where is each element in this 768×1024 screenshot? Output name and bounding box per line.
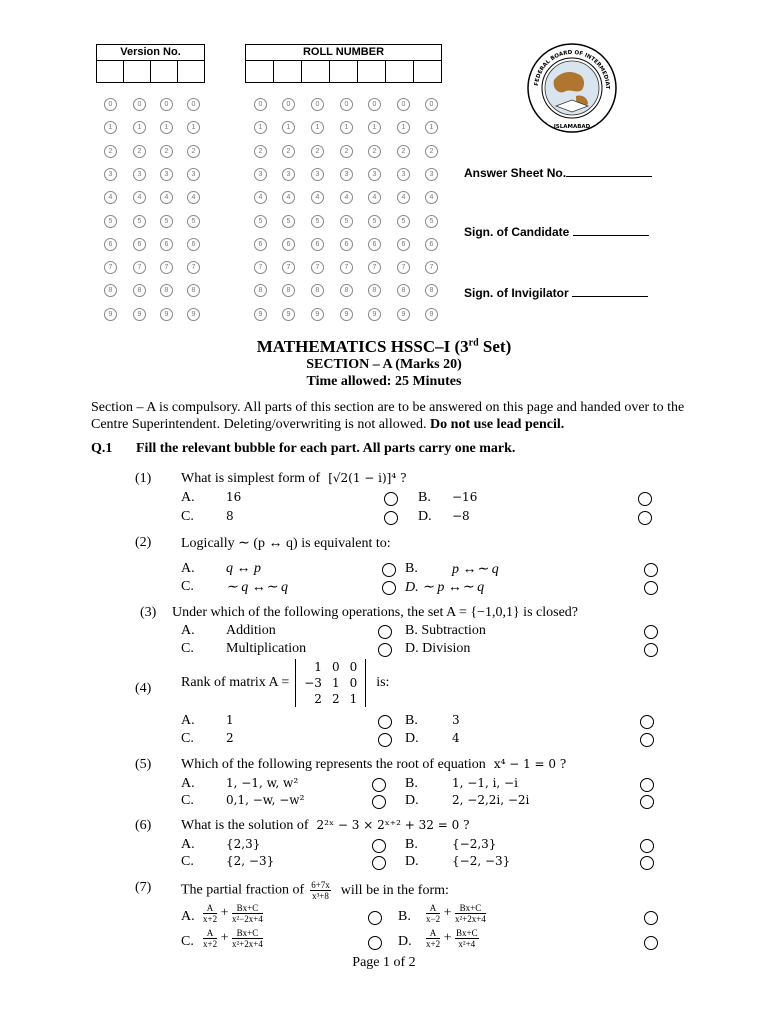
version-digit-bubble[interactable]: 6 — [187, 238, 200, 251]
answer-bubble-left[interactable] — [384, 511, 398, 525]
option-letter: C. — [181, 579, 194, 594]
question-part-number: (4) — [135, 681, 152, 696]
version-digit-bubble[interactable]: 9 — [160, 308, 173, 321]
answer-bubble-left[interactable] — [382, 563, 396, 577]
question-part-number: (2) — [135, 535, 152, 550]
version-digit-bubble[interactable]: 5 — [187, 215, 200, 228]
roll-digit-bubble[interactable]: 6 — [397, 238, 410, 251]
roll-digit-bubble[interactable]: 9 — [254, 308, 267, 321]
roll-digit-bubble[interactable]: 7 — [311, 261, 324, 274]
version-digit-bubble[interactable]: 2 — [160, 145, 173, 158]
option-value: {2,3} — [226, 837, 261, 851]
roll-digit-bubble[interactable]: 5 — [282, 215, 295, 228]
roll-digit-bubble[interactable]: 2 — [397, 145, 410, 158]
option-letter: B. — [405, 837, 418, 852]
version-digit-bubble[interactable]: 3 — [187, 168, 200, 181]
option-value: ∼ q ↔∼ q — [226, 580, 288, 595]
question-text: What is simplest form of [√2(1 − i)]⁴ ? — [181, 471, 407, 486]
roll-digit-bubble[interactable]: 1 — [340, 121, 353, 134]
version-digit-bubble[interactable]: 7 — [160, 261, 173, 274]
roll-digit-bubble[interactable]: 4 — [282, 191, 295, 204]
roll-digit-bubble[interactable]: 3 — [425, 168, 438, 181]
svg-text:ISLAMABAD: ISLAMABAD — [553, 124, 591, 130]
roll-digit-bubble[interactable]: 9 — [368, 308, 381, 321]
option-letter: B. — [398, 909, 411, 924]
roll-digit-bubble[interactable]: 5 — [397, 215, 410, 228]
answer-bubble-right[interactable] — [644, 581, 658, 595]
answer-bubble-left[interactable] — [372, 795, 386, 809]
roll-digit-bubble[interactable]: 8 — [282, 284, 295, 297]
roll-digit-bubble[interactable]: 7 — [397, 261, 410, 274]
roll-digit-bubble[interactable]: 9 — [311, 308, 324, 321]
roll-digit-bubble[interactable]: 8 — [340, 284, 353, 297]
answer-bubble-right[interactable] — [640, 778, 654, 792]
option-letter: D. — [405, 731, 419, 746]
roll-digit-bubble[interactable]: 1 — [254, 121, 267, 134]
option-value: 1, −1, w, w² — [226, 776, 299, 790]
option-value: 1 — [226, 713, 234, 727]
version-digit-bubble[interactable]: 4 — [104, 191, 117, 204]
option-letter: D. — [398, 934, 412, 949]
answer-sheet-no: Answer Sheet No. — [464, 164, 652, 180]
option-value: 0,1, −w, −w² — [226, 793, 305, 807]
answer-bubble-right[interactable] — [638, 511, 652, 525]
roll-digit-bubble[interactable]: 0 — [254, 98, 267, 111]
roll-digit-bubble[interactable]: 2 — [254, 145, 267, 158]
version-digit-bubble[interactable]: 4 — [133, 191, 146, 204]
version-digit-bubble[interactable]: 4 — [187, 191, 200, 204]
roll-digit-bubble[interactable]: 0 — [397, 98, 410, 111]
roll-digit-bubble[interactable]: 5 — [254, 215, 267, 228]
option-value: B. Subtraction — [405, 623, 486, 638]
sign-invigilator: Sign. of Invigilator — [464, 284, 648, 300]
version-digit-bubble[interactable]: 4 — [160, 191, 173, 204]
option-value: $\frac{A}{x+2}$ + $\frac{Bx+C}{\text{x²+4}}$ — [426, 928, 478, 949]
roll-digit-bubble[interactable]: 3 — [254, 168, 267, 181]
version-digit-bubble[interactable]: 5 — [160, 215, 173, 228]
answer-bubble-left[interactable] — [378, 625, 392, 639]
roll-digit-bubble[interactable]: 4 — [311, 191, 324, 204]
roll-digit-bubble[interactable]: 3 — [311, 168, 324, 181]
version-digit-bubble[interactable]: 0 — [104, 98, 117, 111]
roll-digit-bubble[interactable]: 2 — [368, 145, 381, 158]
version-digit-bubble[interactable]: 2 — [104, 145, 117, 158]
version-digit-bubble[interactable]: 8 — [133, 284, 146, 297]
question-text: Rank of matrix A = 1 0 0 −3 1 0 2 2 1 is: — [181, 660, 390, 706]
roll-digit-bubble[interactable]: 2 — [282, 145, 295, 158]
option-value: {−2, −3} — [452, 854, 511, 868]
answer-bubble-right[interactable] — [644, 936, 658, 950]
answer-bubble-right[interactable] — [640, 795, 654, 809]
option-value: Addition — [226, 623, 276, 638]
option-value: 2, −2,2i, −2i — [452, 793, 530, 807]
roll-digit-bubble[interactable]: 6 — [425, 238, 438, 251]
roll-digit-bubble[interactable]: 1 — [311, 121, 324, 134]
option-value: 8 — [226, 509, 234, 523]
version-digit-bubble[interactable]: 5 — [133, 215, 146, 228]
option-letter: C. — [181, 934, 194, 949]
roll-digit-bubble[interactable]: 2 — [340, 145, 353, 158]
version-digit-bubble[interactable]: 0 — [187, 98, 200, 111]
option-value: $\frac{A}{x-2}$ + $\frac{Bx+C}{\text{x²+2x+4}}$ — [426, 903, 486, 924]
answer-bubble-left[interactable] — [368, 911, 382, 925]
version-digit-bubble[interactable]: 8 — [160, 284, 173, 297]
roll-digit-bubble[interactable]: 6 — [340, 238, 353, 251]
roll-digit-bubble[interactable]: 6 — [254, 238, 267, 251]
instructions: Section – A is compulsory. All parts of this section are to be answered on this page and handed over to the Centre Superintendent. Deleting/overwriting is not allowed. Do not use lead pencil. — [91, 400, 685, 432]
option-value: 3 — [452, 713, 460, 727]
option-value: 4 — [452, 731, 460, 745]
option-value: −8 — [452, 509, 470, 523]
roll-digit-bubble[interactable]: 6 — [368, 238, 381, 251]
roll-digit-bubble[interactable]: 5 — [311, 215, 324, 228]
roll-digit-bubble[interactable]: 0 — [282, 98, 295, 111]
option-value: D. ∼ p ↔∼ q — [405, 580, 485, 595]
option-value: $\frac{A}{x+2}$ + $\frac{Bx+C}{\text{x²−2x+4}}$ — [203, 903, 263, 924]
version-digit-bubble[interactable]: 5 — [104, 215, 117, 228]
option-letter: D. — [418, 509, 432, 524]
time-allowed: Time allowed: 25 Minutes — [306, 374, 462, 389]
answer-bubble-right[interactable] — [640, 715, 654, 729]
version-digit-bubble[interactable]: 6 — [160, 238, 173, 251]
roll-digit-bubble[interactable]: 4 — [368, 191, 381, 204]
answer-bubble-left[interactable] — [378, 715, 392, 729]
answer-bubble-left[interactable] — [372, 856, 386, 870]
roll-digit-bubble[interactable]: 3 — [368, 168, 381, 181]
question-text: Under which of the following operations, the set A = {−1,0,1} is closed? — [172, 605, 578, 620]
roll-digit-bubble[interactable]: 1 — [282, 121, 295, 134]
option-letter: A. — [181, 561, 195, 576]
roll-digit-bubble[interactable]: 7 — [254, 261, 267, 274]
roll-digit-bubble[interactable]: 8 — [368, 284, 381, 297]
version-digit-bubble[interactable]: 6 — [104, 238, 117, 251]
answer-bubble-right[interactable] — [644, 563, 658, 577]
question-text: Which of the following represents the root of equation x⁴ − 1 = 0 ? — [181, 757, 567, 772]
roll-digit-bubble[interactable]: 8 — [311, 284, 324, 297]
version-digit-bubble[interactable]: 8 — [104, 284, 117, 297]
option-letter: C. — [181, 793, 194, 808]
question-part-number: (3) — [140, 605, 157, 620]
question-instruction: Fill the relevant bubble for each part. All parts carry one mark. — [136, 441, 516, 456]
roll-digit-bubble[interactable]: 5 — [340, 215, 353, 228]
answer-bubble-right[interactable] — [644, 911, 658, 925]
option-value: 16 — [226, 490, 242, 504]
version-digit-bubble[interactable]: 9 — [187, 308, 200, 321]
version-digit-bubble[interactable]: 3 — [133, 168, 146, 181]
roll-digit-bubble[interactable]: 0 — [340, 98, 353, 111]
roll-digit-bubble[interactable]: 4 — [340, 191, 353, 204]
option-letter: B. — [405, 713, 418, 728]
answer-bubble-left[interactable] — [378, 733, 392, 747]
option-letter: C. — [181, 641, 194, 656]
option-letter: A. — [181, 909, 195, 924]
answer-bubble-left[interactable] — [372, 839, 386, 853]
version-digit-bubble[interactable]: 9 — [133, 308, 146, 321]
roll-digit-bubble[interactable]: 7 — [282, 261, 295, 274]
roll-digit-bubble[interactable]: 9 — [425, 308, 438, 321]
question-part-number: (1) — [135, 471, 152, 486]
board-logo — [526, 42, 618, 134]
version-digit-bubble[interactable]: 1 — [104, 121, 117, 134]
answer-bubble-left[interactable] — [384, 492, 398, 506]
roll-digit-bubble[interactable]: 7 — [425, 261, 438, 274]
roll-digit-bubble[interactable]: 4 — [254, 191, 267, 204]
option-value: 1, −1, i, −i — [452, 776, 518, 790]
roll-digit-bubble[interactable]: 8 — [254, 284, 267, 297]
section-heading: SECTION – A (Marks 20) — [306, 357, 462, 372]
answer-bubble-right[interactable] — [644, 625, 658, 639]
roll-digit-bubble[interactable]: 6 — [282, 238, 295, 251]
roll-number-box — [245, 44, 442, 83]
question-part-number: (7) — [135, 880, 152, 895]
question-part-number: (5) — [135, 757, 152, 772]
roll-digit-bubble[interactable]: 0 — [425, 98, 438, 111]
answer-bubble-right[interactable] — [644, 643, 658, 657]
roll-digit-bubble[interactable]: 9 — [397, 308, 410, 321]
option-letter: C. — [181, 854, 194, 869]
roll-digit-bubble[interactable]: 1 — [425, 121, 438, 134]
option-value: Multiplication — [226, 641, 307, 656]
answer-bubble-right[interactable] — [640, 856, 654, 870]
version-digit-bubble[interactable]: 1 — [160, 121, 173, 134]
question-text: Logically ∼ (p ↔ q) is equivalent to: — [181, 536, 391, 551]
version-digit-bubble[interactable]: 2 — [187, 145, 200, 158]
roll-digit-bubble[interactable]: 8 — [425, 284, 438, 297]
roll-digit-bubble[interactable]: 1 — [397, 121, 410, 134]
version-digit-bubble[interactable]: 7 — [187, 261, 200, 274]
question-text: The partial fraction of $\frac{6+7x}{\text{x³+8}}$ will be in the form: — [181, 880, 449, 901]
option-letter: A. — [181, 713, 195, 728]
version-label: Version No. — [96, 44, 205, 61]
page-footer: Page 1 of 2 — [352, 955, 416, 970]
roll-digit-bubble[interactable]: 8 — [397, 284, 410, 297]
answer-bubble-left[interactable] — [372, 778, 386, 792]
roll-digit-bubble[interactable]: 5 — [368, 215, 381, 228]
question-text: What is the solution of 2²ˣ − 3 × 2ˣ⁺² + 32 = 0 ? — [181, 818, 470, 833]
option-letter: A. — [181, 623, 195, 638]
version-box — [96, 44, 205, 83]
version-digit-bubble[interactable]: 3 — [160, 168, 173, 181]
option-letter: B. — [418, 490, 431, 505]
version-digit-bubble[interactable]: 7 — [133, 261, 146, 274]
version-digit-bubble[interactable]: 3 — [104, 168, 117, 181]
version-digit-bubble[interactable]: 8 — [187, 284, 200, 297]
version-digit-bubble[interactable]: 0 — [133, 98, 146, 111]
roll-digit-bubble[interactable]: 7 — [368, 261, 381, 274]
option-value: $\frac{A}{x+2}$ + $\frac{Bx+C}{\text{x²+2x+4}}$ — [203, 928, 263, 949]
sign-candidate: Sign. of Candidate — [464, 223, 649, 239]
option-letter: D. — [405, 854, 419, 869]
roll-digit-bubble[interactable]: 3 — [340, 168, 353, 181]
roll-digit-bubble[interactable]: 4 — [397, 191, 410, 204]
version-digit-bubble[interactable]: 1 — [187, 121, 200, 134]
option-value: 2 — [226, 731, 234, 745]
option-letter: A. — [181, 776, 195, 791]
option-letter: A. — [181, 837, 195, 852]
roll-digit-bubble[interactable]: 7 — [340, 261, 353, 274]
svg-text:FEDERAL BOARD OF INTERMEDIATE: FEDERAL BOARD OF INTERMEDIAT — [534, 49, 611, 90]
option-letter: D. — [405, 793, 419, 808]
version-digit-bubble[interactable]: 0 — [160, 98, 173, 111]
option-value: −16 — [452, 490, 478, 504]
version-digit-bubble[interactable]: 2 — [133, 145, 146, 158]
option-letter: C. — [181, 509, 194, 524]
roll-digit-bubble[interactable]: 9 — [282, 308, 295, 321]
roll-number-label: ROLL NUMBER — [245, 44, 442, 61]
option-value: D. Division — [405, 641, 471, 656]
roll-digit-bubble[interactable]: 9 — [340, 308, 353, 321]
option-letter: C. — [181, 731, 194, 746]
option-letter: B. — [405, 776, 418, 791]
roll-digit-bubble[interactable]: 3 — [282, 168, 295, 181]
roll-digit-bubble[interactable]: 2 — [311, 145, 324, 158]
version-digit-bubble[interactable]: 1 — [133, 121, 146, 134]
version-digit-bubble[interactable]: 6 — [133, 238, 146, 251]
option-letter: B. — [405, 561, 418, 576]
option-value: {−2,3} — [452, 837, 497, 851]
roll-digit-bubble[interactable]: 0 — [368, 98, 381, 111]
answer-bubble-right[interactable] — [640, 733, 654, 747]
roll-digit-bubble[interactable]: 6 — [311, 238, 324, 251]
option-value: q ↔ p — [226, 561, 261, 576]
answer-bubble-left[interactable] — [378, 643, 392, 657]
roll-digit-bubble[interactable]: 0 — [311, 98, 324, 111]
roll-digit-bubble[interactable]: 2 — [425, 145, 438, 158]
roll-digit-bubble[interactable]: 4 — [425, 191, 438, 204]
roll-digit-bubble[interactable]: 5 — [425, 215, 438, 228]
answer-bubble-right[interactable] — [640, 839, 654, 853]
question-number: Q.1 — [91, 441, 113, 456]
roll-digit-bubble[interactable]: 1 — [368, 121, 381, 134]
option-letter: A. — [181, 490, 195, 505]
paper-title: MATHEMATICS HSSC–I (3rd Set) — [256, 337, 512, 356]
roll-digit-bubble[interactable]: 3 — [397, 168, 410, 181]
option-value: p ↔∼ q — [452, 562, 499, 577]
option-value: {2, −3} — [226, 854, 275, 868]
answer-bubble-right[interactable] — [638, 492, 652, 506]
question-part-number: (6) — [135, 818, 152, 833]
version-digit-bubble[interactable]: 7 — [104, 261, 117, 274]
answer-bubble-left[interactable] — [368, 936, 382, 950]
version-digit-bubble[interactable]: 9 — [104, 308, 117, 321]
answer-bubble-left[interactable] — [382, 581, 396, 595]
